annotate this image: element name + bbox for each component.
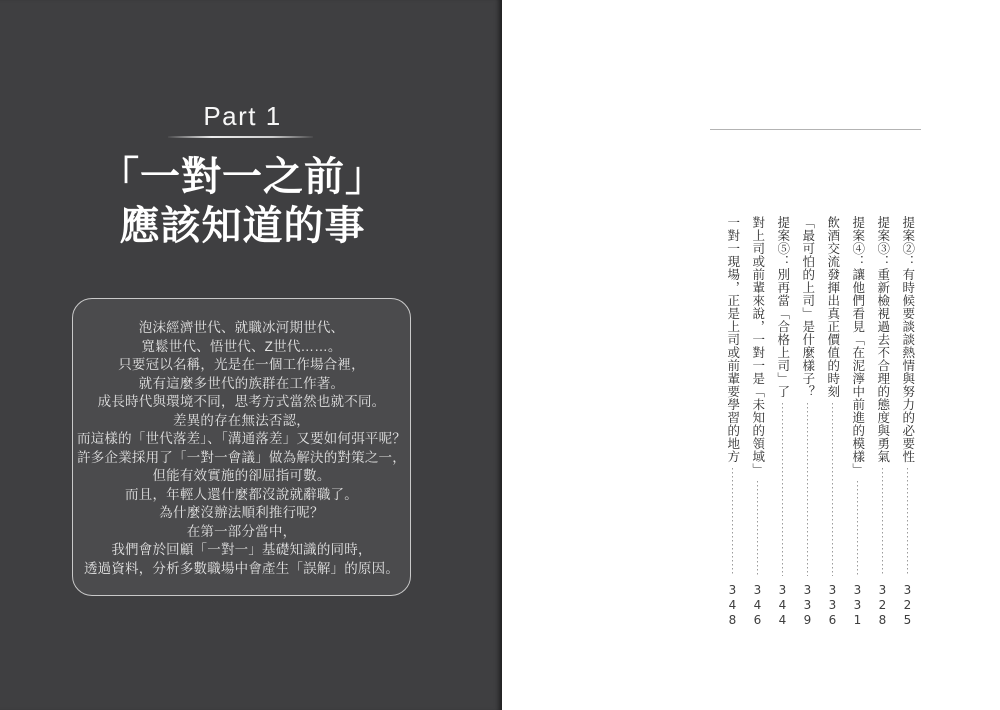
intro-line: 差異的存在無法否認， xyxy=(173,412,310,428)
intro-line: 而且，年輕人還什麼都沒說就辭職了。 xyxy=(125,486,358,502)
intro-line: 為什麼沒辦法順利推行呢？ xyxy=(159,505,324,520)
dotted-leader xyxy=(907,468,908,576)
table-of-contents xyxy=(720,216,920,628)
header-rule xyxy=(710,129,921,130)
intro-line: 就有這麼多世代的族群在工作著。 xyxy=(138,375,345,391)
dotted-leader xyxy=(757,481,758,576)
intro-line: 許多企業採用了「一對一會議」做為解決的對策之一， xyxy=(77,449,406,465)
toc-page-number: 336 xyxy=(825,583,840,628)
dotted-leader xyxy=(857,481,858,576)
dotted-leader xyxy=(732,468,733,576)
toc-entry xyxy=(720,216,745,628)
toc-entry-label: 一對一現場，正是上司或前輩要學習的地方 xyxy=(725,216,740,463)
intro-line: 成長時代與環境不同，思考方式當然也就不同。 xyxy=(97,394,386,409)
toc-page-number: 331 xyxy=(850,583,865,628)
chapter-title xyxy=(0,153,485,251)
toc-entry-label: 提案③：重新檢視過去不合理的態度與勇氣 xyxy=(875,216,890,463)
toc-entry-label: 提案⑤：別再當「合格上司」了 xyxy=(775,216,790,398)
toc-entry xyxy=(870,216,895,628)
intro-line: 我們會於回顧「一對一」基礎知識的同時， xyxy=(111,542,372,557)
toc-entry xyxy=(895,216,920,628)
part-label: Part 1 xyxy=(203,101,282,131)
dotted-leader xyxy=(882,468,883,576)
toc-entry xyxy=(845,216,870,628)
toc-page-number: 339 xyxy=(800,583,815,628)
dotted-leader xyxy=(782,403,783,576)
toc-entry xyxy=(745,216,770,628)
toc-entry-label: 提案④：讓他們看見「在泥濘中前進的模樣」 xyxy=(850,216,865,476)
intro-line: 在第一部分當中， xyxy=(186,523,297,539)
toc-page-number: 346 xyxy=(750,583,765,628)
toc-entry-label: 飲酒交流發揮出真正價值的時刻 xyxy=(825,216,840,398)
toc-page-number: 348 xyxy=(725,583,740,628)
intro-line: 但能有效實施的卻屈指可數。 xyxy=(152,468,331,483)
toc-entry-label: 「最可怕的上司」是什麼樣子？ xyxy=(800,216,815,398)
toc-entry xyxy=(770,216,795,628)
intro-line: 而這樣的「世代落差」、「溝通落差」又要如何弭平呢？ xyxy=(77,431,406,446)
intro-line: 透過資料，分析多數職場中會產生「誤解」的原因。 xyxy=(83,560,400,576)
chapter-title-line2: 應該知道的事 xyxy=(119,204,366,248)
toc-entry-label: 對上司或前輩來說，一對一是「未知的領域」 xyxy=(750,216,765,476)
toc-entry-label: 提案②：有時候要談談熱情與努力的必要性 xyxy=(900,216,915,463)
intro-line: 只要冠以名稱，光是在一個工作場合裡， xyxy=(118,357,365,372)
right-page xyxy=(502,0,1000,710)
chapter-title-line1: 「一對一之前」 xyxy=(99,155,386,199)
toc-page-number: 344 xyxy=(775,583,790,628)
toc-page-number: 328 xyxy=(875,583,890,628)
toc-entry xyxy=(795,216,820,628)
intro-box xyxy=(72,298,411,596)
part-underline xyxy=(168,136,313,138)
dotted-leader xyxy=(807,403,808,576)
intro-line: 寬鬆世代、悟世代、Z世代……。 xyxy=(141,338,342,354)
toc-entry xyxy=(820,216,845,628)
dotted-leader xyxy=(832,403,833,576)
intro-line: 泡沫經濟世代、就職冰河期世代、 xyxy=(138,320,345,335)
toc-page-number: 325 xyxy=(900,583,915,628)
